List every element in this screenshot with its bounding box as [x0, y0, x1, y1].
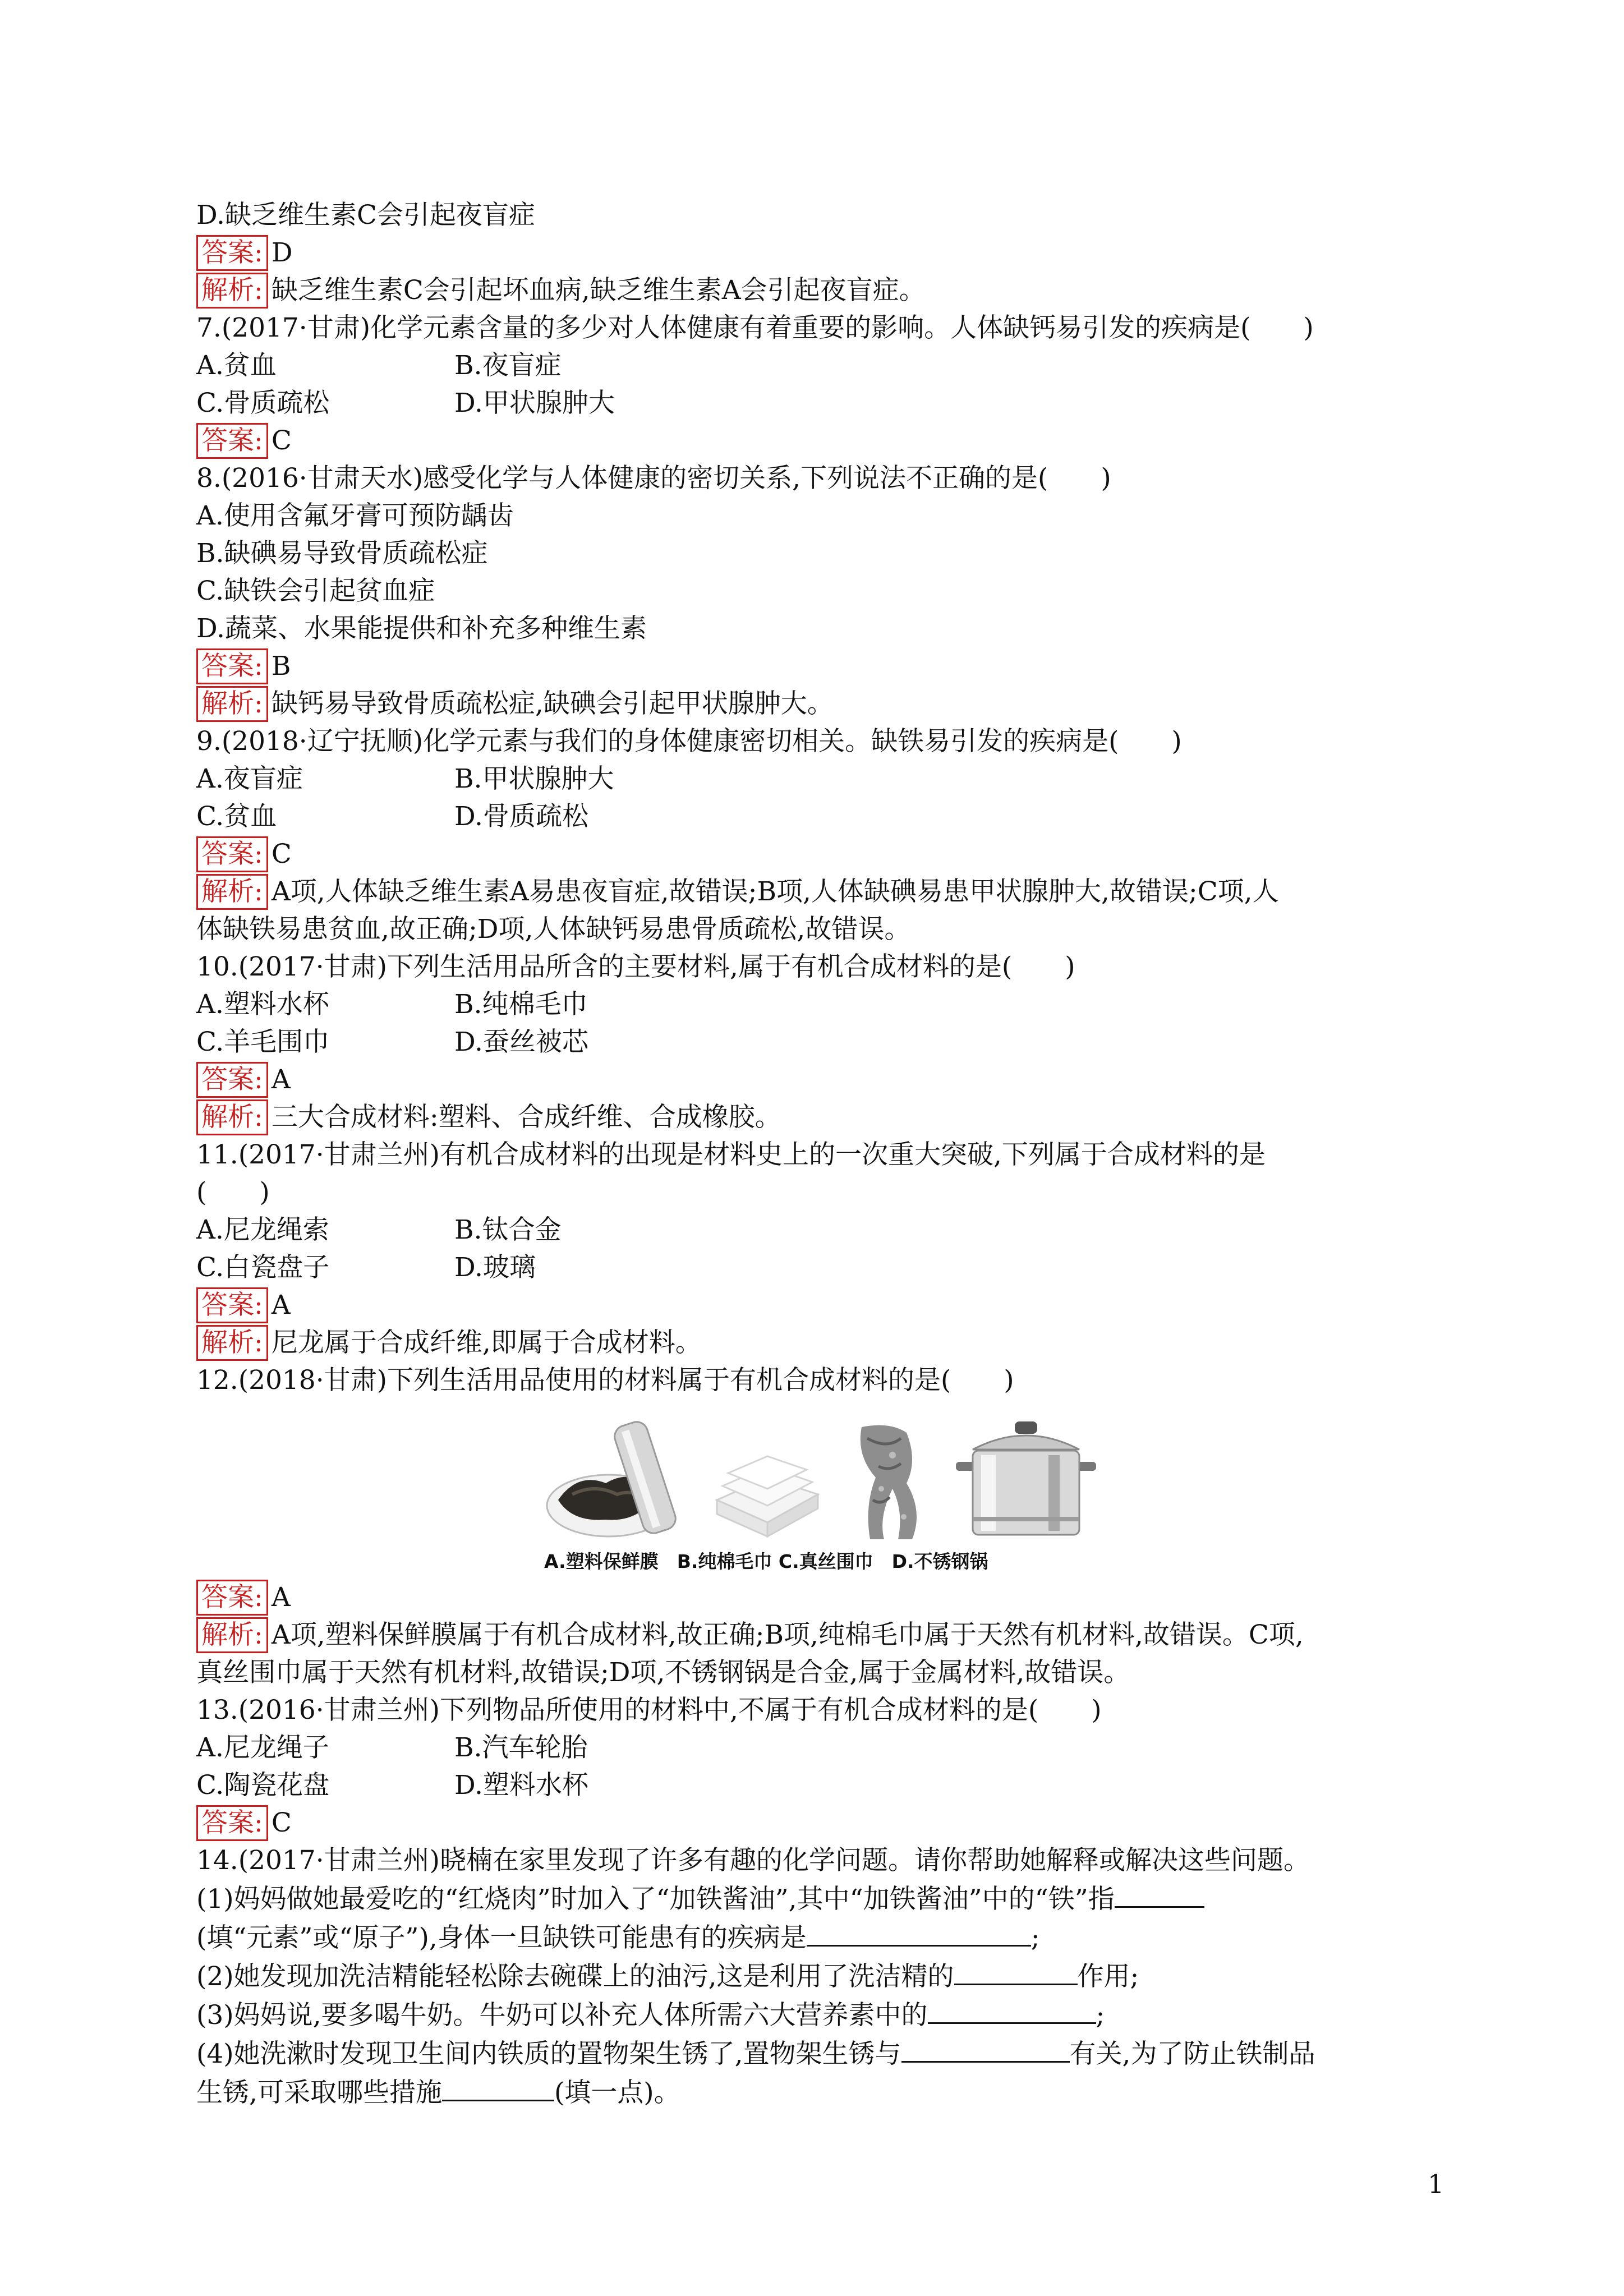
q14-part4-end: (填一点)。: [554, 2077, 680, 2108]
answer-tag: 答案:: [196, 1580, 268, 1616]
q14-part1-text-2: (填“元素”或“原子”),身体一旦缺铁可能患有的疾病是: [196, 1922, 807, 1953]
q8-answer-line: [196, 647, 1453, 685]
q14-part4-text-2: 有关,为了防止铁制品: [1069, 2039, 1315, 2069]
q6-option-d: D.缺乏维生素C会引起夜盲症: [196, 200, 535, 231]
q9-options-row1: [196, 760, 1453, 798]
q14-part4-line2: [196, 2073, 1453, 2111]
q10-option-b: B.纯棉毛巾: [454, 989, 588, 1020]
q14-part1-end: ;: [1030, 1922, 1040, 1953]
q13-option-d: D.塑料水杯: [454, 1770, 588, 1801]
analysis-tag: 解析:: [196, 1617, 268, 1653]
q11-option-d: D.玻璃: [454, 1252, 536, 1283]
q10-option-d: D.蚕丝被芯: [454, 1027, 588, 1057]
q11-options-row2: [196, 1249, 1453, 1286]
q10-options-row2: [196, 1023, 1453, 1061]
q11-analysis: 尼龙属于合成纤维,即属于合成材料。: [271, 1327, 702, 1358]
q11-analysis-line: [196, 1324, 1453, 1361]
q14-part3-end: ;: [1096, 2000, 1105, 2031]
q11-option-b: B.钛合金: [454, 1214, 562, 1245]
q8-option-d: D.蔬菜、水果能提供和补充多种维生素: [196, 613, 647, 644]
analysis-tag: 解析:: [196, 686, 268, 722]
q14-part1-line2: [196, 1918, 1453, 1957]
q6-analysis-line: [196, 272, 1453, 309]
answer-tag: 答案:: [196, 1805, 268, 1841]
q14-part3-text: (3)妈妈说,要多喝牛奶。牛奶可以补充人体所需六大营养素中的: [196, 2000, 928, 2031]
analysis-tag: 解析:: [196, 273, 268, 309]
q9-analysis-line2: 体缺铁易患贫血,故正确;D项,人体缺钙易患骨质疏松,故错误。: [196, 914, 911, 945]
q9-answer-line: [196, 835, 1453, 873]
q7-option-c: C.骨质疏松: [196, 388, 330, 418]
plastic-wrap-image: [544, 1410, 696, 1545]
q12-answer-line: [196, 1579, 1453, 1616]
q9-options-row2: [196, 798, 1453, 835]
q11-option-c: C.白瓷盘子: [196, 1252, 330, 1283]
q9-analysis-line: [196, 873, 1453, 910]
q11-answer-line: [196, 1286, 1453, 1324]
q14-part2: [196, 1957, 1453, 1995]
q11-options-row1: [196, 1211, 1453, 1249]
q14-part2-end: 作用;: [1077, 1961, 1139, 1992]
q12-analysis-line: [196, 1616, 1453, 1654]
q12-analysis-line2: 真丝围巾属于天然有机材料,故错误;D项,不锈钢锅是合金,属于金属材料,故错误。: [196, 1657, 1130, 1688]
q10-answer-line: [196, 1061, 1453, 1098]
page-number: 1: [1428, 2169, 1444, 2199]
q13-option-b: B.汽车轮胎: [454, 1732, 588, 1763]
steel-pot-image: [950, 1416, 1102, 1545]
q6-analysis: 缺乏维生素C会引起坏血病,缺乏维生素A会引起夜盲症。: [271, 275, 926, 306]
q8-answer: B: [271, 651, 291, 682]
q7-options-row2: [196, 384, 1453, 422]
q9-answer: C: [271, 839, 292, 869]
q10-options-row1: [196, 986, 1453, 1023]
q11-stem-blank: ( ): [196, 1177, 270, 1208]
q7-option-a: A.贫血: [196, 350, 277, 381]
q10-option-a: A.塑料水杯: [196, 989, 329, 1020]
q14-part3: [196, 1995, 1453, 2034]
cotton-towel-image: [711, 1433, 823, 1545]
q12-figure: [544, 1405, 1453, 1579]
q13-options-row1: [196, 1729, 1453, 1766]
q13-answer-line: [196, 1804, 1453, 1842]
answer-tag: 答案:: [196, 836, 268, 872]
answer-tag: 答案:: [196, 648, 268, 684]
page-content: [196, 196, 1453, 2111]
q8-stem: 8.(2016·甘肃天水)感受化学与人体健康的密切关系,下列说法不正确的是( ): [196, 463, 1111, 494]
q10-analysis: 三大合成材料:塑料、合成纤维、合成橡胶。: [271, 1102, 781, 1133]
q13-answer: C: [271, 1807, 292, 1838]
q14-blank-2[interactable]: [807, 1918, 1031, 1947]
q7-answer-line: [196, 422, 1453, 459]
q9-stem: 9.(2018·辽宁抚顺)化学元素与我们的身体健康密切相关。缺铁易引发的疾病是( ): [196, 726, 1182, 757]
answer-tag: 答案:: [196, 423, 268, 459]
q9-option-a: A.夜盲症: [196, 763, 303, 794]
q9-analysis-1: A项,人体缺乏维生素A易患夜盲症,故错误;B项,人体缺碘易患甲状腺肿大,故错误;C项,人: [271, 876, 1279, 907]
q13-option-c: C.陶瓷花盘: [196, 1770, 330, 1801]
q14-part1-line1: [196, 1879, 1453, 1918]
q8-option-c: C.缺铁会引起贫血症: [196, 576, 435, 606]
q12-analysis-1: A项,塑料保鲜膜属于有机合成材料,故正确;B项,纯棉毛巾属于天然有机材料,故错误。C项,: [271, 1619, 1304, 1650]
q6-answer: D: [271, 237, 293, 268]
answer-tag: 答案:: [196, 1062, 268, 1098]
q9-option-c: C.贫血: [196, 801, 277, 832]
q9-option-d: D.骨质疏松: [454, 801, 588, 832]
q11-option-a: A.尼龙绳索: [196, 1214, 329, 1245]
q7-options-row1: [196, 347, 1453, 384]
q11-answer: A: [271, 1290, 291, 1320]
q14-part4-line1: [196, 2034, 1453, 2073]
q12-answer: A: [271, 1582, 291, 1613]
q7-option-b: B.夜盲症: [454, 350, 562, 381]
q14-blank-5[interactable]: [901, 2034, 1070, 2063]
q13-stem: 13.(2016·甘肃兰州)下列物品所使用的材料中,不属于有机合成材料的是( ): [196, 1695, 1102, 1726]
q8-analysis-line: [196, 685, 1453, 723]
q7-stem: 7.(2017·甘肃)化学元素含量的多少对人体健康有着重要的影响。人体缺钙易引发的疾病是( ): [196, 312, 1314, 343]
q10-stem: 10.(2017·甘肃)下列生活用品所含的主要材料,属于有机合成材料的是( ): [196, 951, 1075, 982]
analysis-tag: 解析:: [196, 1325, 268, 1361]
q8-analysis: 缺钙易导致骨质疏松症,缺碘会引起甲状腺肿大。: [271, 688, 834, 719]
q10-answer: A: [271, 1064, 291, 1095]
q14-blank-4[interactable]: [928, 1995, 1096, 2024]
q13-options-row2: [196, 1766, 1453, 1804]
answer-tag: 答案:: [196, 1287, 268, 1323]
q10-analysis-line: [196, 1098, 1453, 1136]
q12-stem: 12.(2018·甘肃)下列生活用品使用的材料属于有机合成材料的是( ): [196, 1365, 1014, 1396]
q14-blank-1[interactable]: [1115, 1879, 1204, 1908]
q11-stem: 11.(2017·甘肃兰州)有机合成材料的出现是材料史上的一次重大突破,下列属于合成材料的是: [196, 1139, 1266, 1170]
analysis-tag: 解析:: [196, 874, 268, 910]
q14-part4-text-3: 生锈,可采取哪些措施: [196, 2077, 442, 2108]
q10-option-c: C.羊毛围巾: [196, 1027, 330, 1057]
answer-tag: 答案:: [196, 235, 268, 271]
q7-option-d: D.甲状腺肿大: [454, 388, 615, 418]
q14-part4-text: (4)她洗漱时发现卫生间内铁质的置物架生锈了,置物架生锈与: [196, 2039, 901, 2069]
q14-stem: 14.(2017·甘肃兰州)晓楠在家里发现了许多有趣的化学问题。请你帮助她解释或解决这些问题。: [196, 1845, 1310, 1876]
q14-part1-text: (1)妈妈做她最爱吃的“红烧肉”时加入了“加铁酱油”,其中“加铁酱油”中的“铁”指: [196, 1884, 1115, 1915]
q12-image-caption: A.塑料保鲜膜 B.纯棉毛巾 C.真丝围巾 D.不锈钢锅: [544, 1550, 988, 1572]
silk-scarf-image: [839, 1421, 935, 1545]
q8-option-b: B.缺碘易导致骨质疏松症: [196, 538, 488, 569]
q12-image-strip: [544, 1405, 1453, 1545]
q6-answer-line: [196, 234, 1453, 272]
q9-option-b: B.甲状腺肿大: [454, 763, 614, 794]
q13-option-a: A.尼龙绳子: [196, 1732, 329, 1763]
q14-blank-3[interactable]: [954, 1957, 1078, 1985]
q7-answer: C: [271, 425, 292, 456]
q14-part2-text: (2)她发现加洗洁精能轻松除去碗碟上的油污,这是利用了洗洁精的: [196, 1961, 954, 1992]
q8-option-a: A.使用含氟牙膏可预防龋齿: [196, 500, 514, 531]
analysis-tag: 解析:: [196, 1099, 268, 1135]
q14-blank-6[interactable]: [442, 2073, 554, 2101]
